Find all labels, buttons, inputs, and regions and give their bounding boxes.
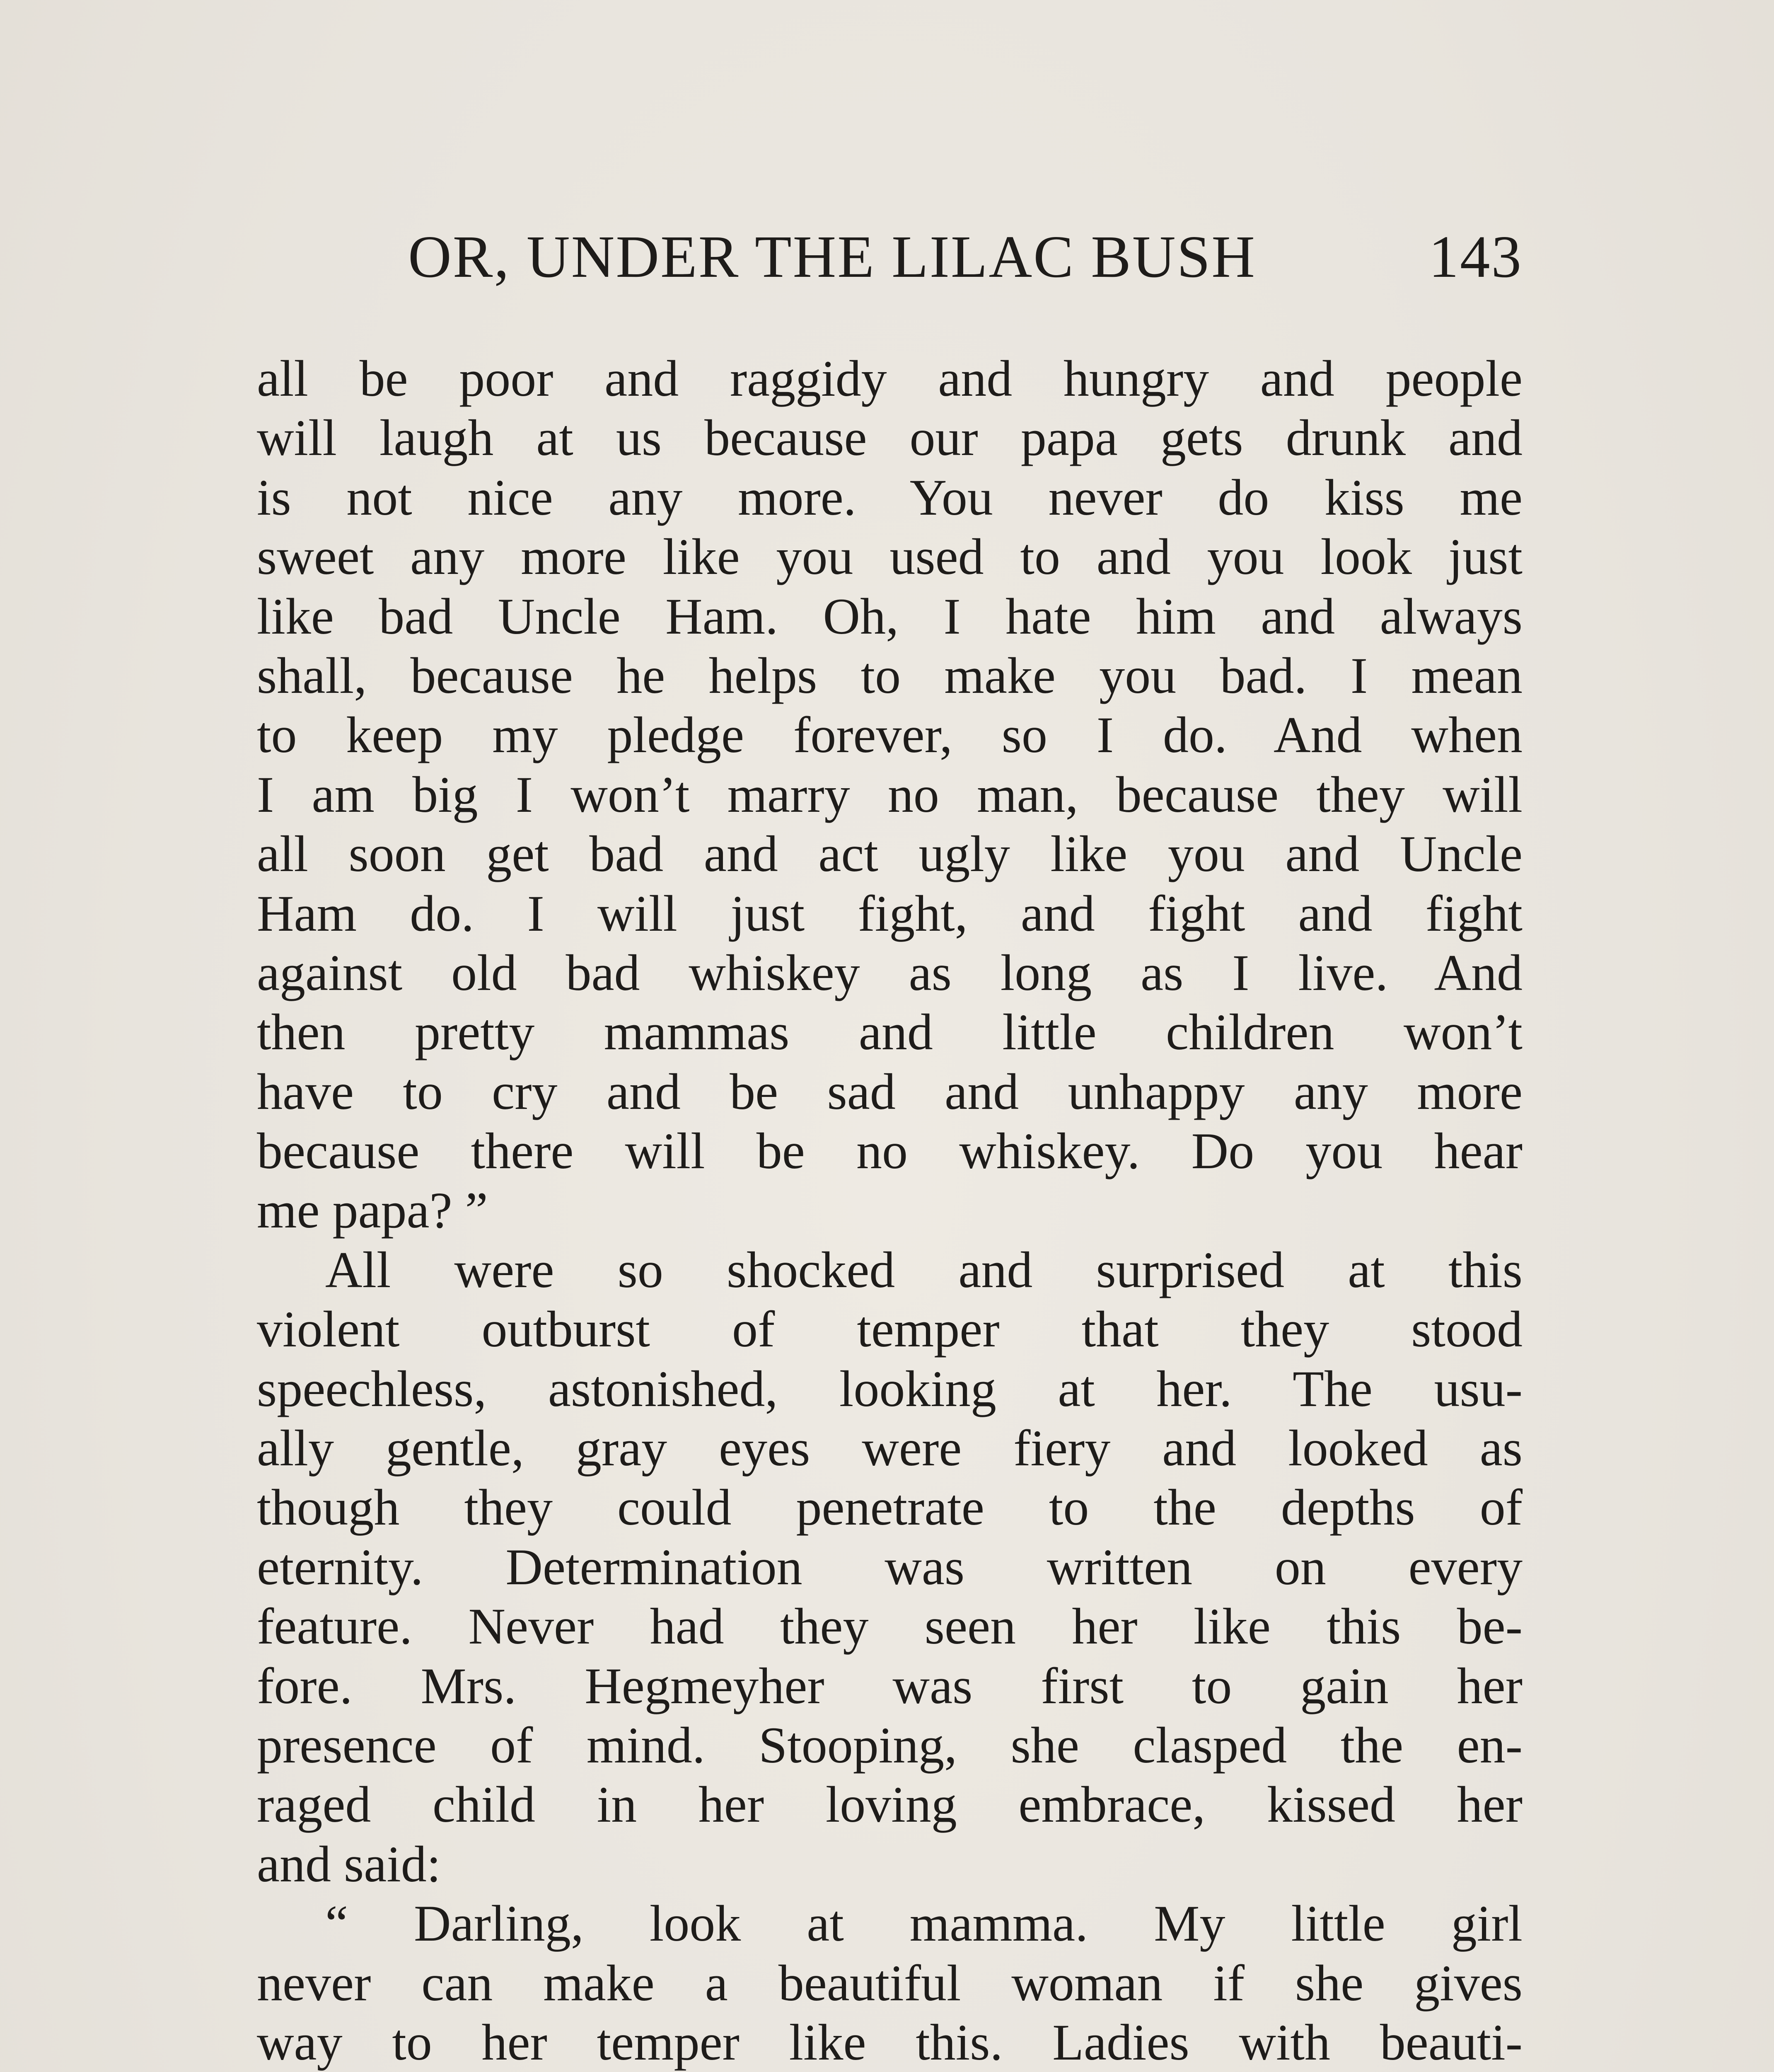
- text-line: Ham do. I will just fight, and fight and fight: [257, 885, 1523, 942]
- text-line: to keep my pledge forever, so I do. And when: [257, 707, 1523, 764]
- text-line: All were so shocked and surprised at this: [325, 1241, 1523, 1298]
- text-line: me papa? ”: [257, 1182, 488, 1239]
- text-line: all be poor and raggidy and hungry and people: [257, 350, 1523, 407]
- text-line: and said:: [257, 1835, 441, 1893]
- text-line: shall, because he helps to make you bad. I mean: [257, 647, 1523, 704]
- text-line: all soon get bad and act ugly like you and Uncle: [257, 825, 1523, 883]
- text-line: violent outburst of temper that they stood: [257, 1301, 1523, 1358]
- paragraph: [257, 1894, 1523, 2072]
- text-line: though they could penetrate to the depths of: [257, 1479, 1523, 1536]
- text-line: will laugh at us because our papa gets drunk and: [257, 409, 1523, 467]
- text-line: feature. Never had they seen her like this be-: [257, 1598, 1523, 1655]
- text-line: because there will be no whiskey. Do you hear: [257, 1123, 1523, 1180]
- text-line: way to her temper like this. Ladies with beauti-: [257, 2014, 1523, 2071]
- text-line: never can make a beautiful woman if she gives: [257, 1954, 1523, 2011]
- text-line: eternity. Determination was written on every: [257, 1538, 1523, 1595]
- text-line: then pretty mammas and little children won’t: [257, 1004, 1523, 1061]
- text-line: I am big I won’t marry no man, because they will: [257, 766, 1523, 823]
- running-head-title: OR, UNDER THE LILAC BUSH: [408, 224, 1256, 290]
- text-line: like bad Uncle Ham. Oh, I hate him and always: [257, 588, 1523, 645]
- paragraph: [257, 1240, 1523, 1894]
- text-line: presence of mind. Stooping, she clasped the en-: [257, 1716, 1523, 1774]
- text-line: have to cry and be sad and unhappy any more: [257, 1063, 1523, 1120]
- body-text: [257, 349, 1523, 2072]
- text-line: is not nice any more. You never do kiss me: [257, 469, 1523, 526]
- text-line: fore. Mrs. Hegmeyher was first to gain her: [257, 1657, 1523, 1714]
- text-line: raged child in her loving embrace, kissed her: [257, 1776, 1523, 1833]
- text-line: “ Darling, look at mamma. My little girl: [325, 1895, 1523, 1952]
- text-line: speechless, astonished, looking at her. The usu-: [257, 1360, 1523, 1417]
- page-number: 143: [1428, 224, 1523, 290]
- text-line: ally gentle, gray eyes were fiery and looked as: [257, 1420, 1523, 1477]
- paragraph: [257, 349, 1523, 1240]
- text-line: sweet any more like you used to and you look just: [257, 528, 1523, 586]
- text-line: against old bad whiskey as long as I live. And: [257, 944, 1523, 1001]
- running-head: [408, 215, 1523, 298]
